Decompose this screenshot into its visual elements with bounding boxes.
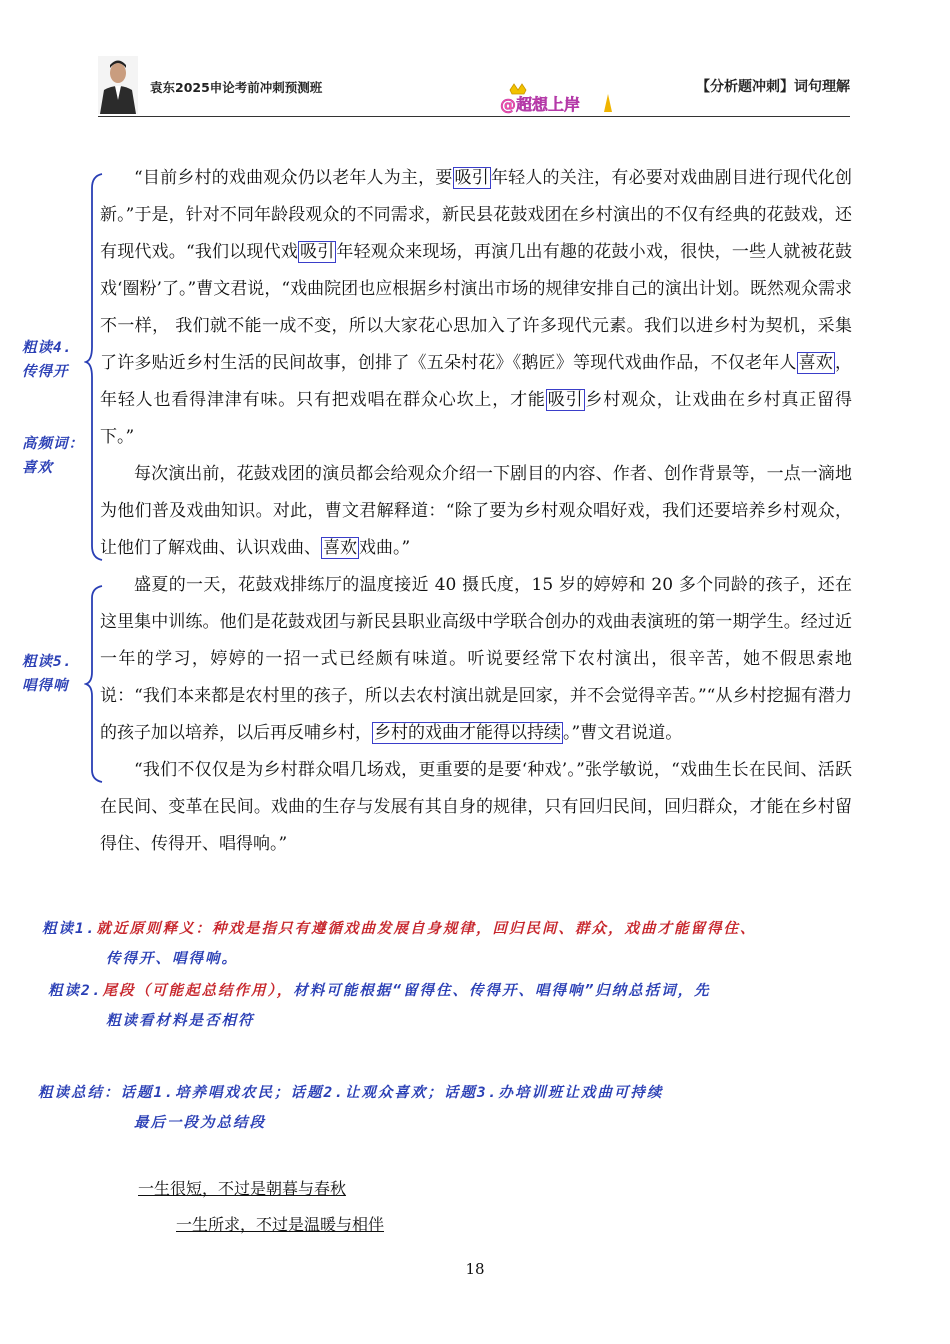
highlight-box: 喜欢 [323,538,357,558]
paragraph-2: 每次演出前，花鼓戏团的演员都会给观众介绍一下剧目的内容、作者、创作背景等，一点一滴地为他们普及戏曲知识。对此，曹文君解释道：“除了要为乡村观众唱好戏，我们还要培养乡村观众，让他们了解戏曲、认识戏曲、 喜欢 戏曲。” [100,464,852,558]
margin-note-skim-5: 粗读5. 唱得响 [22,654,73,694]
poem-line-1: 一生很短，不过是朝暮与春秋 [138,1179,347,1198]
paragraph-3: 盛夏的一天，花鼓戏排练厅的温度接近 40 摄氏度，15 岁的婷婷和 20 多个同龄的孩子，还在这里集中训练。他们是花鼓戏团与新民县职业高级中学联合创办的戏曲表演班的第一期学生。经过近一年的学习，婷婷的一招一式已经颇有味道。听说要经常下农村演出，很辛苦，她不假思索地说：“我们本来都是农村里的孩子，所以去农村演出就是回家，并不会觉得辛苦。”“从乡村挖掘有潜力的孩子加以培养，以后再反哺乡村， 乡村的戏曲才能得以持续 。”曹文君说道。 [100,575,852,743]
margin-note-keyword: 高频词： 喜欢 [22,436,84,476]
teacher-photo [98,56,138,114]
paragraph-1: “目前乡村的戏曲观众仍以老年人为主，要 吸引 年轻人的关注，有必要对戏曲剧目进行现代化创新。”于是，针对不同年龄段观众的不同需求，新民县花鼓戏团在乡村演出的不仅有经典的花鼓戏，还有现代戏。“我们以现代戏 吸引 年轻观众来现场，再演几出有趣的花鼓小戏，很快，一些人就被花鼓戏‘圈粉’了。”曹文君说，“戏曲院团也应根据乡村演出市场的规律安排自己的演出计划。既然观众需求不一样， 我们就不能一成不变，所以大家花心思加入了许多现代元素。我们以进乡村为契机，采集了许多贴近乡村生活的民间故事，创排了《五朵村花》《鹅匠》等现代戏曲作品，不仅老年人 喜欢 ，年轻人也看得津津有味。只有把戏唱在群众心坎上，才能 吸引 乡村观众，让戏曲在乡村真正留得下。” [100,168,853,447]
highlight-box: 吸引 [454,168,489,188]
annotation-skim-2: 粗读2.尾段（可能起总结作用），材料可能根据“留得住、传得开、唱得响”归纳总括词，先 粗读看材料是否相符 [48,983,711,1029]
brand-logo [496,82,616,116]
poem-line-2: 一生所求，不过是温暖与相伴 [176,1215,385,1234]
course-title: 袁东2025申论考前冲刺预测班 [150,80,323,95]
page-number: 18 [465,1260,485,1278]
article-body [100,160,852,863]
svg-text:@超想上岸: @超想上岸 [500,95,581,114]
annotation-skim-1: 粗读1.就近原则释义：种戏是指只有遵循戏曲发展自身规律，回归民间、群众，戏曲才能留得住、 传得开、唱得响。 [42,921,757,967]
highlight-box: 吸引 [300,242,335,262]
annotation-summary: 粗读总结：话题1.培养唱戏农民；话题2.让观众喜欢；话题3.办培训班让戏曲可持续 最后一段为总结段 [38,1085,664,1131]
margin-note-skim-4: 粗读4. 传得开 [22,340,73,380]
highlight-box: 乡村的戏曲才能得以持续 [374,723,561,743]
highlight-box: 吸引 [547,390,584,410]
highlight-box: 喜欢 [798,353,834,373]
section-title: 【分析题冲刺】词句理解 [696,79,850,95]
paragraph-4: “我们不仅仅是为乡村群众唱几场戏，更重要的是要‘种戏’。”张学敏说，“戏曲生长在民间、活跃在民间、变革在民间。戏曲的生存与发展有其自身的规律，只有回归民间，回归群众，才能在乡村留得住、传得开、唱得响。” [100,760,852,854]
page-header [98,56,850,117]
